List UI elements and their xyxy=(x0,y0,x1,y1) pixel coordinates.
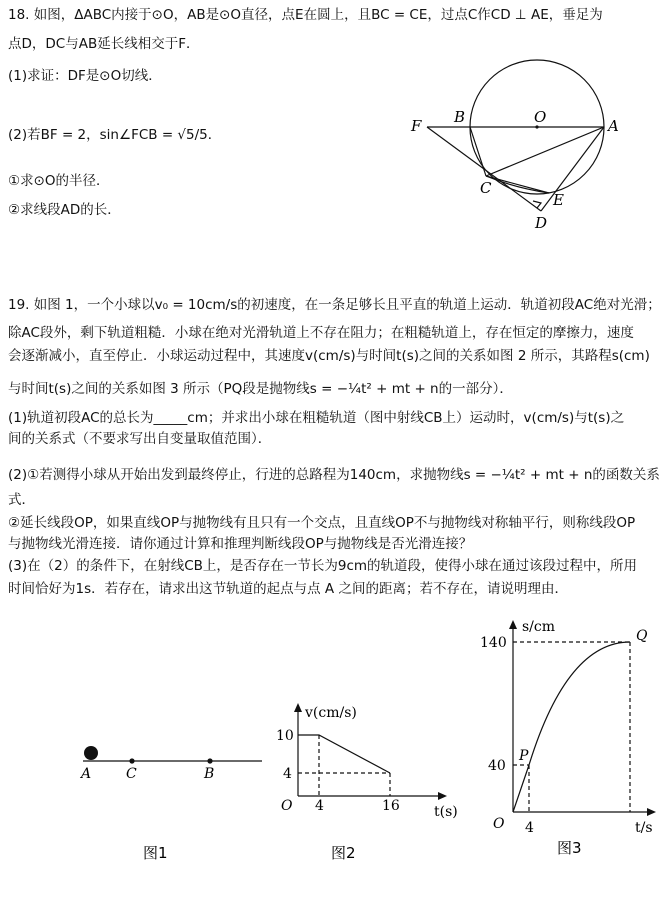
label-o: O xyxy=(534,108,547,126)
figure-3-distance-graph xyxy=(475,615,665,865)
q19-line-1: 19. 如图 1，一个小球以v₀ = 10cm/s的初速度，在一条足够长且平直的轨道上运动．轨道初段AC绝对光滑； xyxy=(8,297,661,313)
q19-part-1: (1)轨道初段AC的总长为_____cm；并求出小球在粗糙轨道（图中射线CB上）运动时，v(cm/s)与t(s)之 xyxy=(8,410,625,426)
q19-part-1-cont: 间的关系式（不要求写出自变量取值范围）． xyxy=(8,431,272,447)
figure-1-track xyxy=(70,730,270,870)
q18-part-1: (1)求证：DF是⊙O切线． xyxy=(8,68,162,84)
q18-line-2: 点D，DC与AB延长线相交于F． xyxy=(8,36,200,52)
q19-part-2-sub: ②延长线段OP，如果直线OP与抛物线有且只有一个交点，且直线OP不与抛物线对称轴平行，则称线段OP xyxy=(8,515,636,531)
label-c: C xyxy=(480,179,492,197)
label-d: D xyxy=(535,214,548,232)
fig2-y-tick-10: 10 xyxy=(276,728,294,744)
label-f: F xyxy=(411,117,422,135)
fig1-caption: 图1 xyxy=(143,844,168,862)
fig1-point-a: A xyxy=(81,766,92,782)
q19-part-3-cont: 时间恰好为1s．若存在，请求出这节轨道的起点与点 A 之间的距离；若不存在，请说明理由． xyxy=(8,581,568,597)
q18-sub-2: ②求线段AD的长． xyxy=(8,202,121,218)
q18-sub-1: ①求⊙O的半径． xyxy=(8,173,110,189)
q18-part-2: (2)若BF = 2，sin∠FCB = √5/5． xyxy=(8,127,222,143)
q19-part-2-sub-cont: 与抛物线光滑连接．请你通过计算和推理判断线段OP与抛物线是否光滑连接？ xyxy=(8,536,473,552)
ball xyxy=(84,746,98,760)
q18-circle-figure xyxy=(405,40,625,240)
fig3-y-tick-140: 140 xyxy=(480,635,507,651)
fig2-x-tick-16: 16 xyxy=(382,798,400,814)
q18-line-1: 18. 如图，ΔABC内接于⊙O，AB是⊙O直径，点E在圆上，且BC = CE，过点C作CD ⊥ AE，垂足为 xyxy=(8,7,603,23)
label-a: A xyxy=(608,117,619,135)
fig2-x-tick-4: 4 xyxy=(315,798,324,814)
q19-part-2-cont: 式． xyxy=(8,492,35,508)
fig1-point-b: B xyxy=(204,766,215,782)
label-e: E xyxy=(553,191,564,209)
q19-line-4: 与时间t(s)之间的关系如图 3 所示（PQ段是抛物线s = −¼t² + mt + n的一部分）． xyxy=(8,381,513,397)
fig3-x-label: t/s xyxy=(635,820,653,836)
fig2-x-label: t(s) xyxy=(434,804,458,820)
fig3-point-p: P xyxy=(519,748,529,764)
q19-line-2: 除AC段外，剩下轨道粗糙．小球在绝对光滑轨道上不存在阻力；在粗糙轨道上，存在恒定的摩擦力，速度 xyxy=(8,325,634,341)
fig3-caption: 图3 xyxy=(557,839,582,857)
fig2-y-label: v(cm/s) xyxy=(305,705,357,721)
fig2-caption: 图2 xyxy=(331,844,356,862)
label-b: B xyxy=(454,108,466,126)
fig3-x-tick-4: 4 xyxy=(525,820,534,836)
fig3-origin: O xyxy=(493,816,505,832)
fig3-y-label: s/cm xyxy=(522,619,556,635)
fig2-origin: O xyxy=(281,798,293,814)
fig3-point-q: Q xyxy=(636,628,648,644)
q19-part-3: (3)在（2）的条件下，在射线CB上，是否存在一节长为9cm的轨道段，使得小球在通过该段过程中，所用 xyxy=(8,558,638,574)
fig2-y-tick-4: 4 xyxy=(283,766,292,782)
q19-line-3: 会逐渐减小，直至停止．小球运动过程中，其速度v(cm/s)与时间t(s)之间的关系如图 2 所示，其路程s(cm) xyxy=(8,348,650,364)
fig3-y-tick-40: 40 xyxy=(488,758,506,774)
q19-part-2: (2)①若测得小球从开始出发到最终停止，行进的总路程为140cm，求抛物线s = −¼t² + mt + n的函数关系 xyxy=(8,467,660,483)
fig1-point-c: C xyxy=(126,766,137,782)
figure-2-velocity-graph xyxy=(270,695,470,870)
